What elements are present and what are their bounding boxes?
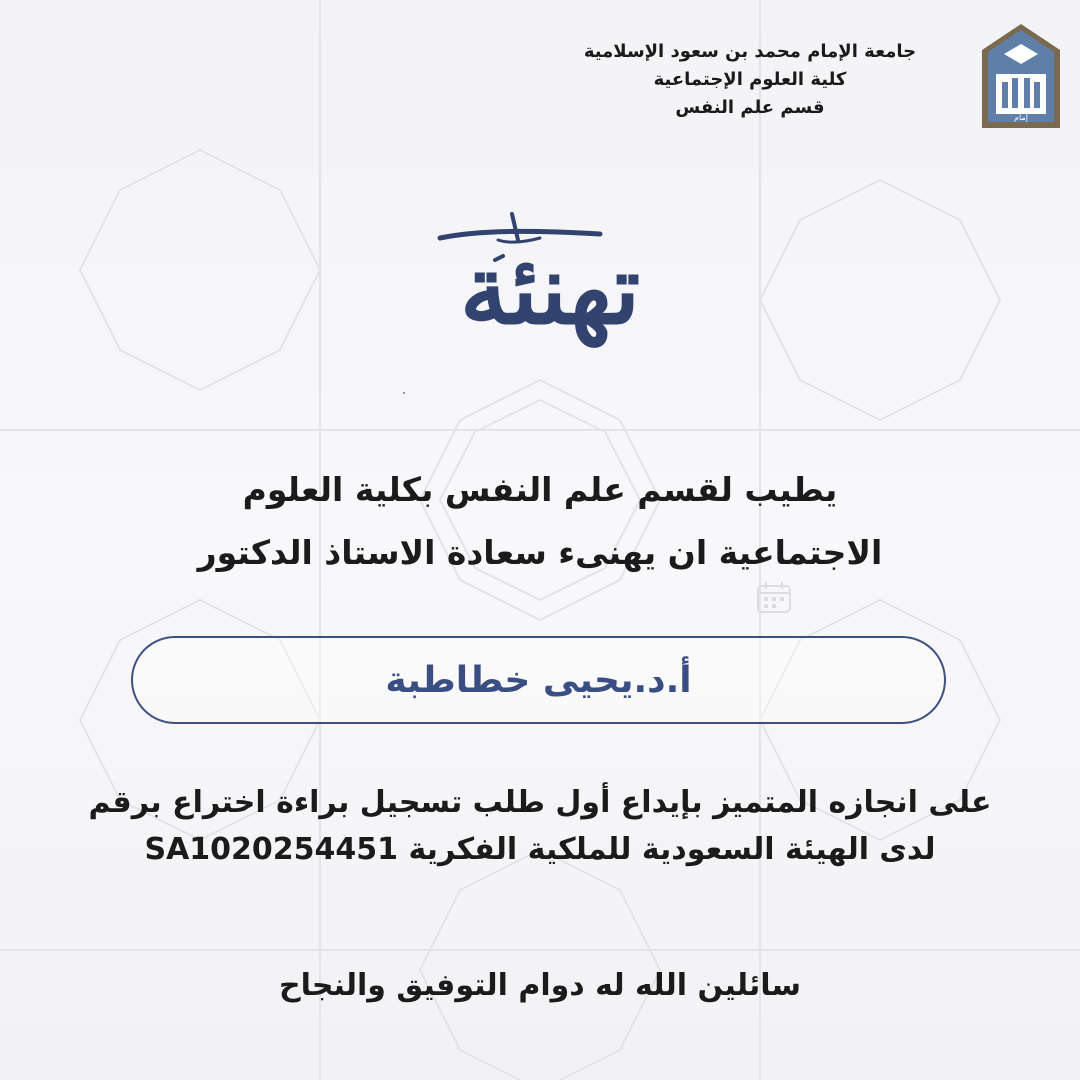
title: تهنئة	[459, 233, 641, 346]
dot-mark	[403, 392, 405, 394]
intro-line-2: الاجتماعية ان يهنىء سعادة الاستاذ الدكتور	[197, 533, 883, 572]
honoree-name-box	[131, 636, 946, 724]
achievement-line-2: SA1020254451 لدى الهيئة السعودية للملكية الفكرية	[144, 832, 936, 867]
logo-text: إمام	[1014, 113, 1028, 122]
institution-header	[540, 38, 960, 122]
department-name: قسم علم النفس	[675, 97, 825, 118]
achievement-line-1: على انجازه المتميز بإيداع أول طلب تسجيل براءة اختراع برقم	[88, 785, 992, 820]
university-name: جامعة الإمام محمد بن سعود الإسلامية	[583, 41, 917, 62]
closing-prayer: سائلين الله له دوام التوفيق والنجاح	[279, 968, 801, 1003]
university-emblem-icon	[982, 24, 1060, 128]
college-name: كلية العلوم الإجتماعية	[653, 69, 847, 90]
calendar-icon	[756, 580, 792, 614]
honoree-name: أ.د.يحيى خطاطبة	[385, 659, 692, 701]
intro-line-1: يطيب لقسم علم النفس بكلية العلوم	[242, 470, 838, 509]
